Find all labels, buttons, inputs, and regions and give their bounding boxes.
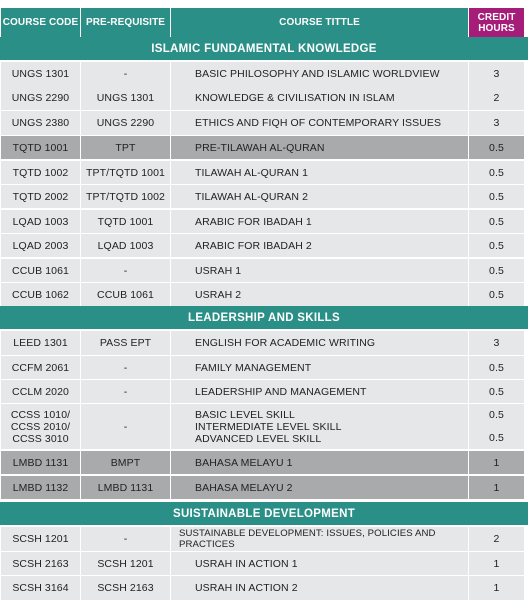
- credit-hours: 0.5: [469, 380, 524, 403]
- table-row: [0, 451, 528, 474]
- course-code: CCUB 1061: [1, 259, 80, 282]
- table-row: [0, 136, 528, 159]
- table-row: [0, 331, 528, 355]
- table-row: [0, 234, 528, 257]
- prerequisite: -: [81, 62, 170, 86]
- course-code: LQAD 1003: [1, 210, 80, 233]
- table-row: [0, 404, 528, 449]
- prerequisite: LMBD 1131: [81, 476, 170, 499]
- header-prerequisite: PRE-REQUISITE: [81, 8, 170, 37]
- prerequisite: -: [81, 356, 170, 379]
- course-title-line: INTERMEDIATE LEVEL SKILL: [195, 420, 342, 433]
- course-code: CCFM 2061: [1, 356, 80, 379]
- prerequisite: -: [81, 380, 170, 403]
- table-row: [0, 62, 528, 86]
- table-row: [0, 86, 528, 110]
- course-title: [171, 404, 468, 449]
- table-row: [0, 552, 528, 575]
- section-header: [0, 503, 528, 525]
- credit-hours: 2: [469, 86, 524, 110]
- course-code: UNGS 2290: [1, 86, 80, 110]
- prerequisite: -: [81, 527, 170, 551]
- course-code: SCSH 2163: [1, 552, 80, 575]
- prerequisite: TPT/TQTD 1001: [81, 161, 170, 184]
- course-title: BAHASA MELAYU 1: [171, 451, 468, 474]
- table-row: [0, 380, 528, 403]
- course-code: CCUB 1062: [1, 283, 80, 306]
- course-title: USRAH 1: [171, 259, 468, 282]
- credit-hours-line: 0.5: [489, 431, 504, 444]
- prerequisite: UNGS 1301: [81, 86, 170, 110]
- course-code: LMBD 1131: [1, 451, 80, 474]
- course-code: LEED 1301: [1, 331, 80, 355]
- table-row: [0, 161, 528, 184]
- course-title-line: BASIC LEVEL SKILL: [195, 408, 295, 421]
- course-title: USRAH 2: [171, 283, 468, 306]
- header-credit-hours: [469, 8, 524, 37]
- credit-hours: 0.5: [469, 234, 524, 257]
- course-code: UNGS 1301: [1, 62, 80, 86]
- section-title: LEADERSHIP AND SKILLS: [188, 312, 340, 324]
- header-course-title: COURSE TITTLE: [171, 8, 468, 37]
- course-title: LEADERSHIP AND MANAGEMENT: [171, 380, 468, 403]
- credit-hours: 2: [469, 527, 524, 551]
- table-row: [0, 576, 528, 600]
- course-code-line: CCSS 3010: [12, 432, 69, 445]
- course-code: [1, 404, 80, 449]
- credit-hours: 0.5: [469, 283, 524, 306]
- course-code: LMBD 1132: [1, 476, 80, 499]
- course-title: SUSTAINABLE DEVELOPMENT: ISSUES, POLICIES AND PRACTICES: [171, 527, 468, 551]
- credit-hours: 0.5: [469, 259, 524, 282]
- credit-hours: 1: [469, 451, 524, 474]
- course-code: TQTD 2002: [1, 185, 80, 208]
- prerequisite: BMPT: [81, 451, 170, 474]
- header-credit-hours-line2: HOURS: [478, 22, 515, 34]
- course-title: FAMILY MANAGEMENT: [171, 356, 468, 379]
- prerequisite: -: [81, 404, 170, 449]
- credit-hours: 0.5: [469, 356, 524, 379]
- course-code: TQTD 1001: [1, 136, 80, 159]
- prerequisite: CCUB 1061: [81, 283, 170, 306]
- table-row: [0, 185, 528, 208]
- course-title: ENGLISH FOR ACADEMIC WRITING: [171, 331, 468, 355]
- credit-hours: 0.5: [469, 161, 524, 184]
- course-title: ETHICS AND FIQH OF CONTEMPORARY ISSUES: [171, 111, 468, 135]
- course-code: SCSH 1201: [1, 527, 80, 551]
- section-title: SUISTAINABLE DEVELOPMENT: [172, 508, 356, 520]
- table-row: [0, 259, 528, 282]
- course-code: TQTD 1002: [1, 161, 80, 184]
- prerequisite: PASS EPT: [81, 331, 170, 355]
- header-credit-hours-line1: CREDIT: [477, 11, 516, 23]
- credit-hours-line: 0.5: [489, 409, 504, 422]
- header-course-code: COURSE CODE: [1, 8, 80, 37]
- prerequisite: SCSH 1201: [81, 552, 170, 575]
- prerequisite: TPT/TQTD 1002: [81, 185, 170, 208]
- course-code-line: CCSS 1010/: [10, 408, 71, 421]
- course-title: USRAH IN ACTION 1: [171, 552, 468, 575]
- course-title: KNOWLEDGE & CIVILISATION IN ISLAM: [171, 86, 468, 110]
- course-title: PRE-TILAWAH AL-QURAN: [171, 136, 468, 159]
- section-header: [0, 307, 528, 329]
- course-title: TILAWAH AL-QURAN 1: [171, 161, 468, 184]
- course-title: BAHASA MELAYU 2: [171, 476, 468, 499]
- course-title-line: ADVANCED LEVEL SKILL: [195, 432, 322, 445]
- prerequisite: TPT: [81, 136, 170, 159]
- prerequisite: LQAD 1003: [81, 234, 170, 257]
- section-title: ISLAMIC FUNDAMENTAL KNOWLEDGE: [151, 43, 377, 55]
- credit-hours: 3: [469, 62, 524, 86]
- course-code: LQAD 2003: [1, 234, 80, 257]
- prerequisite: UNGS 2290: [81, 111, 170, 135]
- table-row: [0, 111, 528, 135]
- course-code: UNGS 2380: [1, 111, 80, 135]
- credit-hours: 0.5: [469, 210, 524, 233]
- table-row: [0, 476, 528, 499]
- table-row: [0, 356, 528, 379]
- course-title: ARABIC FOR IBADAH 1: [171, 210, 468, 233]
- course-title: TILAWAH AL-QURAN 2: [171, 185, 468, 208]
- prerequisite: -: [81, 259, 170, 282]
- credit-hours: 1: [469, 476, 524, 499]
- credit-hours: 1: [469, 552, 524, 575]
- credit-hours: 0.5: [469, 136, 524, 159]
- table-row: [0, 283, 528, 306]
- table-row: [0, 210, 528, 233]
- course-title: ARABIC FOR IBADAH 2: [171, 234, 468, 257]
- table-row: [0, 527, 528, 551]
- course-title: USRAH IN ACTION 2: [171, 576, 468, 600]
- credit-hours: 1: [469, 576, 524, 600]
- credit-hours: 0.5: [469, 185, 524, 208]
- prerequisite: TQTD 1001: [81, 210, 170, 233]
- credit-hours: 3: [469, 111, 524, 135]
- credit-hours: 3: [469, 331, 524, 355]
- table-header-row: [0, 8, 528, 37]
- course-code: SCSH 3164: [1, 576, 80, 600]
- course-code-line: CCSS 2010/: [10, 420, 71, 433]
- credit-hours: [469, 404, 524, 449]
- prerequisite: SCSH 2163: [81, 576, 170, 600]
- section-header: [0, 38, 528, 60]
- course-title: BASIC PHILOSOPHY AND ISLAMIC WORLDVIEW: [171, 62, 468, 86]
- course-code: CCLM 2020: [1, 380, 80, 403]
